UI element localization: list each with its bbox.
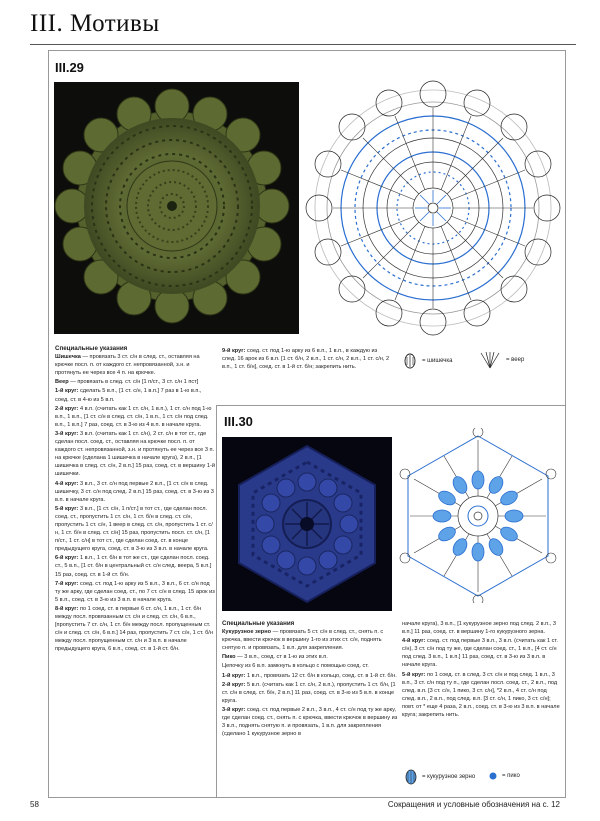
legend-label: = кукурузное зерно [422, 774, 476, 780]
fan-stitch-icon [478, 350, 502, 370]
instruction: 4-й круг: 3 в.п., 3 ст. с/н под первые 2 в.п., [1 ст. с/н в след. шишечку, 3 ст. с/н под след. 2 в.п.] 15 раз, соед. ст. в 3-ю из 3 в.п. в начале круга. [55, 480, 214, 503]
instruction: 1-й круг: 1 в.п., провязать 12 ст. б/н в кольцо, соед. ст. в 1-й ст. б/н. [222, 672, 397, 679]
abbreviations-note: Сокращения и условные обозначения на с. 12 [387, 800, 560, 809]
legend-label: = веер [506, 357, 525, 363]
pattern-29-instructions-right [222, 347, 392, 372]
instruction: 5-й круг: по 1 соед. ст. в след. 3 ст. с/н и под след. 1 в.п., 3 в.п., 3 ст. с/н под ту п., где сделан посл. соед. ст., 2 в.п., под след. в.п. [3 ст. с/н, 1 пико, 3 ст. с/н], *2 в.п., 4 ст. с/н под след. в.п., 2 в.п., под след. в.п. [3 ст. с/н, 1 пико, 3 ст. с/н]; повт. от * еще 4 раза, 2 в.п., соед. ст. в 3-ю из 3 в.п. в начале круга; закрепить нить. [402, 671, 560, 719]
pattern-29-diagram [305, 80, 561, 336]
instruction: 3-й круг: 3 в.п. (считать как 1 ст. с/н), 2 ст. с/н в тот ст., где сделан посл. соед. ст., оставляя на крючке посл. п. от каждого ст. непровязанной, з.н. и протянуть ее через все 3 п. на крючке (сделана 1 шишечка в начале круга), 2 в.п., [1 шишечка в след. ст. с/н, 2 в.п.] 15 раз, соед. ст. в вершину 1-й шишечки. [55, 430, 215, 478]
legend-label: = шишечка [422, 358, 453, 364]
page-header [30, 10, 590, 44]
page-number: 58 [30, 800, 39, 809]
legend-label: = пико [502, 773, 520, 779]
green-doily-image [54, 82, 299, 334]
legend-bobble [402, 352, 453, 370]
instruction: 9-й круг: соед. ст. под 1-ю арку из 6 в.п., 1 в.п., в каждую из след. 16 арок из 6 в.п. [1 ст. б/н, 2 в.п., 1 ст. с/н, 2 в.п., 1 ст. с/н, 2 в.п., 1 ст. б/н], соед. ст. в 1-й ст. б/н; закрепить нить. [222, 348, 390, 371]
chapter-title: III. Мотивы [30, 10, 160, 37]
instruction: 4-й круг: соед. ст. под первые 3 в.п., 3 в.п. (считать как 1 ст. с/н), 3 ст. с/н под ту же, где сделан соед. ст., 1 в.п., [4 ст. с/н под след. 3 в.п., 1 в.п.] 11 раз, соед. ст. в 3-ю из 3 в.п. в начале круга. [402, 638, 558, 669]
pattern-30-instructions-left [222, 620, 400, 739]
legend-popcorn [404, 768, 475, 786]
instruction: Цепочку из 6 в.п. замкнуть в кольцо с помощью соед. ст. [222, 663, 369, 670]
instruction: Кукурузное зерно — провязать 5 ст. с/н в след. ст., снять п. с крючка, ввести крючок в вершину 1-го из этих ст. с/н, поднять снятую п. и провязать, 1 в.п. для закрепления. [222, 629, 384, 652]
pattern-30-id: III.30 [224, 414, 253, 429]
instruction: 2-й круг: 4 в.п. (считать как 1 ст. с/н, 1 в.п.), 1 ст. с/н под 1-ю в.п., 1 в.п., [1 ст. с/н в след. ст. с/н, 1 в.п., 1 ст. с/н под след. в.п., 1 в.п.] 7 раз, соед. ст. в 3-ю из 4 в.п. в начале круга. [55, 405, 212, 428]
header-divider [30, 44, 576, 45]
legend-picot [488, 771, 520, 781]
special-instructions-title: Специальные указания [55, 345, 128, 352]
instruction: 3-й круг: соед. ст. под первые 2 в.п., 3 в.п., 4 ст. с/н под ту же арку, где сделан соед. ст., снять п. с крючка, ввести крючок в вершину из 3 в.п., поднять снятую п. и провязать, 1 в.п. для закрепления (сделано 1 кукурузное зерно в [222, 706, 398, 738]
crochet-chart-30 [398, 428, 558, 603]
instruction: 2-й круг: 5 в.п. (считать как 1 ст. с/н, 2 в.п.), пропустить 1 ст. б/н, [1 ст. с/н в след. ст. б/н, 2 в.п.] 11 раз, соед. ст. в 3-ю из 5 в.п. в конце круга. [222, 681, 396, 704]
special-instructions-title: Специальные указания [222, 620, 295, 627]
instruction: Шишечка — провязать 3 ст. с/н в след. ст., оставляя на крючке посл. п. от каждого ст. непровязанной, з.н. и протянуть ее через все 4 п. на крючке. [55, 354, 200, 377]
instruction: 6-й круг: 1 в.п., 1 ст. б/н в тот же ст., где сделан посл. соед. ст., 5 в.п., [1 ст. б/н в центральный ст. с/н след. веера, 5 в.п.] 15 раз, соед. ст. в 1-й ст. б/н. [55, 555, 212, 578]
pattern-30-photo [222, 437, 392, 611]
instruction: Пико — 3 в.п., соед. ст в 1-ю из этих в.п. [222, 654, 328, 661]
pattern-29-id: III.29 [55, 60, 84, 75]
instruction: 5-й круг: 3 в.п., [1 ст. с/н, 1 п/ст.] в тот ст., где сделан посл. соед. ст., пропустить 1 ст. с/н, 1 ст. б/н в след. ст. с/н, пропустить 1 ст. с/н, 1 веер в след. ст. с/н, пропустить 1 ст. с/н, 1 ст. б/н в след. ст. с/н] 15 раз, пропустить посл. ст. с/н, [1 п/ст., 1 ст. с/н] в тот ст., где сделан соед. ст. в конце предыдущего круга, соед. ст. в 3-ю из 3 в.п. в начале круга. [55, 505, 213, 553]
picot-icon [488, 771, 498, 781]
popcorn-stitch-icon [404, 768, 418, 786]
pattern-29-instructions-left [55, 345, 215, 654]
blue-hexagon-image [222, 437, 392, 611]
bobble-stitch-icon [402, 352, 418, 370]
crochet-chart-29 [305, 80, 561, 336]
pattern-30-instructions-right [402, 620, 560, 720]
legend-fan [478, 350, 524, 370]
instruction: 8-й круг: по 1 соед. ст. в первые 6 ст. с/н, 1 в.п., 1 ст. б/н между посл. провязанным ст. с/н и след. ст. с/н, 6 в.п., [пропустить 7 ст. с/н, 1 ст. б/н между посл. пропущенным ст. с/н и след. ст. с/н, 6 в.п.] 14 раз, пропустить 7 ст. с/н, 1 ст. б/н между посл. пропущенным ст. с/н и 3 в.п. в начале предыдущего круга, 6 в.п., соед. ст. в 1-й ст. б/н. [55, 605, 213, 653]
instruction: 1-й круг: сделать 5 в.п., [1 ст. с/н, 1 в.п.] 7 раз в 1-ю в.п., соед. ст. в 4-ю из 5 в.п. [55, 388, 202, 403]
pattern-29-photo [54, 82, 299, 334]
instruction: 7-й круг: соед. ст. под 1-ю арку из 5 в.п., 3 в.п., 6 ст. с/н под ту же арку, где сделан соед. ст., по 7 ст. с/н в след. 15 арок из 5 в.п., соед. ст. в 3-ю из 3 в.п. в начале круга. [55, 580, 215, 603]
pattern-30-diagram [398, 428, 558, 603]
instruction: начале круга), 3 в.п., [1 кукурузное зерно под след. 2 в.п., 3 в.п.] 11 раз, соед. ст. в вершину 1-го кукурузного зерна. [402, 621, 556, 636]
instruction: Веер — провязать в след. ст. с/н [1 п/ст., 3 ст. с/н 1 пст] [55, 379, 199, 386]
